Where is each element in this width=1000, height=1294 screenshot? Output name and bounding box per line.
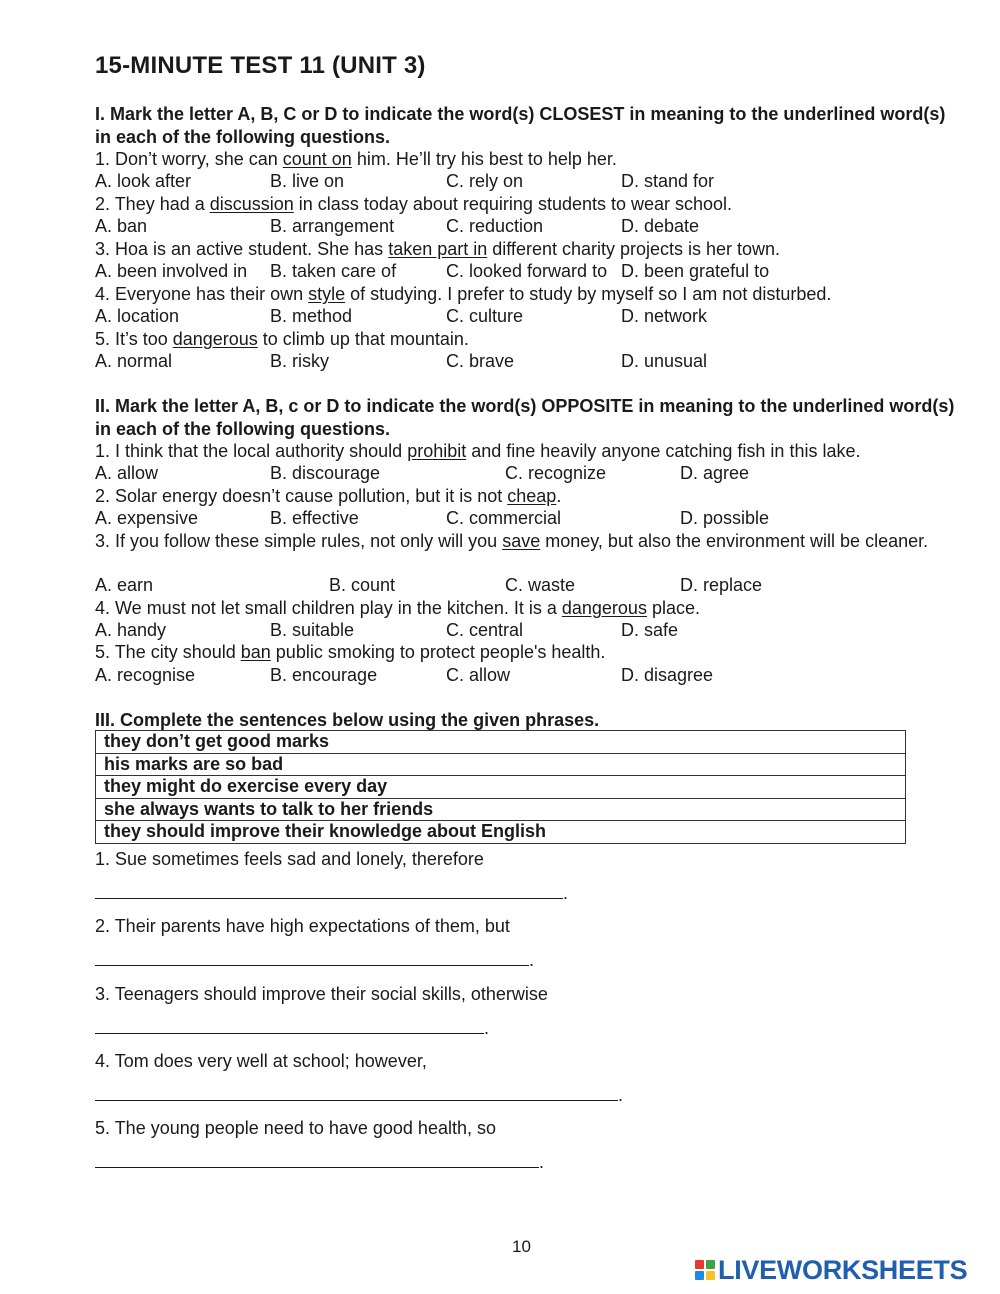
option-b[interactable]: B. method bbox=[270, 306, 353, 326]
s2-q5-stem: 5. The city should ban public smoking to protect people's health. bbox=[95, 642, 606, 662]
option-d[interactable]: D. safe bbox=[621, 620, 679, 640]
answer-blank[interactable] bbox=[95, 1149, 539, 1168]
phrase-item: his marks are so bad bbox=[96, 753, 906, 776]
option-d[interactable]: D. unusual bbox=[621, 351, 708, 371]
s2-q3-stem: 3. If you follow these simple rules, not only will you save money, but also the environment will be cleaner. bbox=[95, 531, 929, 551]
option-b[interactable]: B. arrangement bbox=[270, 216, 395, 236]
option-c[interactable]: C. commercial bbox=[446, 508, 562, 528]
option-c[interactable]: C. brave bbox=[446, 351, 515, 371]
option-b[interactable]: B. discourage bbox=[270, 463, 381, 483]
option-d[interactable]: D. possible bbox=[680, 508, 770, 528]
option-b[interactable]: B. encourage bbox=[270, 665, 378, 685]
s1-q5-stem: 5. It’s too dangerous to climb up that mountain. bbox=[95, 329, 469, 349]
underlined-word: cheap bbox=[507, 486, 557, 506]
s2-q4-stem: 4. We must not let small children play in the kitchen. It is a dangerous place. bbox=[95, 598, 700, 618]
s1-q2-options bbox=[95, 215, 955, 238]
option-c[interactable]: C. recognize bbox=[505, 463, 607, 483]
s3-sentence-1: 1. Sue sometimes feels sad and lonely, therefore bbox=[95, 849, 484, 869]
option-d[interactable]: D. disagree bbox=[621, 665, 714, 685]
s3-sentence-3: 3. Teenagers should improve their social skills, otherwise bbox=[95, 984, 548, 1004]
option-c[interactable]: C. looked forward to bbox=[446, 261, 608, 281]
underlined-word: discussion bbox=[209, 194, 294, 214]
option-d[interactable]: D. been grateful to bbox=[621, 261, 770, 281]
answer-blank[interactable] bbox=[95, 947, 529, 966]
underlined-word: style bbox=[308, 284, 346, 304]
option-d[interactable]: D. debate bbox=[621, 216, 700, 236]
option-a[interactable]: A. recognise bbox=[95, 665, 196, 685]
option-b[interactable]: B. effective bbox=[270, 508, 359, 528]
section-2-heading: II. Mark the letter A, B, c or D to indicate the word(s) OPPOSITE in meaning to the underlined word(s) in each of the following questions. bbox=[95, 396, 955, 439]
option-b[interactable]: B. count bbox=[329, 575, 396, 595]
phrase-item: they don’t get good marks bbox=[96, 731, 906, 754]
s3-answer-4[interactable]: . bbox=[95, 1082, 623, 1106]
option-a[interactable]: A. been involved in bbox=[95, 261, 248, 281]
option-d[interactable]: D. agree bbox=[680, 463, 750, 483]
s2-q1-stem: 1. I think that the local authority should prohibit and fine heavily anyone catching fish in this lake. bbox=[95, 441, 861, 461]
s1-q5-options bbox=[95, 350, 955, 373]
s2-q1-options bbox=[95, 462, 955, 485]
option-b[interactable]: B. taken care of bbox=[270, 261, 397, 281]
page-number: 10 bbox=[512, 1237, 531, 1256]
underlined-word: ban bbox=[240, 642, 271, 662]
logo-grid-icon bbox=[694, 1259, 716, 1281]
option-c[interactable]: C. allow bbox=[446, 665, 511, 685]
option-d[interactable]: D. replace bbox=[680, 575, 763, 595]
s3-sentence-5: 5. The young people need to have good health, so bbox=[95, 1118, 496, 1138]
page-title: 15-MINUTE TEST 11 (UNIT 3) bbox=[95, 52, 426, 79]
s1-q1-options bbox=[95, 170, 955, 193]
s2-q2-stem: 2. Solar energy doesn’t cause pollution, but it is not cheap. bbox=[95, 486, 562, 506]
s2-q3-options bbox=[95, 574, 955, 597]
option-c[interactable]: C. rely on bbox=[446, 171, 524, 191]
answer-blank[interactable] bbox=[95, 1082, 618, 1101]
s3-answer-3[interactable]: . bbox=[95, 1015, 489, 1039]
s2-q5-options bbox=[95, 664, 955, 687]
s3-answer-1[interactable]: . bbox=[95, 880, 568, 904]
underlined-word: count on bbox=[282, 149, 352, 169]
s2-q2-options bbox=[95, 507, 955, 530]
underlined-word: prohibit bbox=[407, 441, 467, 461]
phrase-item: they should improve their knowledge about English bbox=[96, 821, 906, 844]
option-a[interactable]: A. look after bbox=[95, 171, 192, 191]
option-c[interactable]: C. central bbox=[446, 620, 524, 640]
s3-sentence-4: 4. Tom does very well at school; however, bbox=[95, 1051, 427, 1071]
option-b[interactable]: B. live on bbox=[270, 171, 345, 191]
option-b[interactable]: B. suitable bbox=[270, 620, 355, 640]
section-3-heading: III. Complete the sentences below using the given phrases. bbox=[95, 710, 600, 730]
s1-q3-options bbox=[95, 260, 955, 283]
s1-q4-options bbox=[95, 305, 955, 328]
option-c[interactable]: C. culture bbox=[446, 306, 524, 326]
option-a[interactable]: A. handy bbox=[95, 620, 167, 640]
underlined-word: save bbox=[502, 531, 541, 551]
option-b[interactable]: B. risky bbox=[270, 351, 330, 371]
phrase-item: they might do exercise every day bbox=[96, 776, 906, 799]
liveworksheets-logo[interactable] bbox=[694, 1255, 967, 1285]
option-d[interactable]: D. stand for bbox=[621, 171, 715, 191]
phrase-box bbox=[95, 730, 906, 844]
option-a[interactable]: A. expensive bbox=[95, 508, 199, 528]
s3-answer-5[interactable]: . bbox=[95, 1149, 544, 1173]
underlined-word: dangerous bbox=[561, 598, 647, 618]
s3-answer-2[interactable]: . bbox=[95, 947, 534, 971]
s1-q2-stem: 2. They had a discussion in class today about requiring students to wear school. bbox=[95, 194, 733, 214]
s1-q1-stem: 1. Don’t worry, she can count on him. He’ll try his best to help her. bbox=[95, 149, 617, 169]
option-d[interactable]: D. network bbox=[621, 306, 708, 326]
option-a[interactable]: A. ban bbox=[95, 216, 148, 236]
option-a[interactable]: A. location bbox=[95, 306, 180, 326]
underlined-word: taken part in bbox=[388, 239, 488, 259]
s1-q4-stem: 4. Everyone has their own style of studying. I prefer to study by myself so I am not disturbed. bbox=[95, 284, 832, 304]
option-a[interactable]: A. normal bbox=[95, 351, 173, 371]
underlined-word: dangerous bbox=[172, 329, 258, 349]
answer-blank[interactable] bbox=[95, 880, 563, 899]
phrase-item: she always wants to talk to her friends bbox=[96, 798, 906, 821]
s3-sentence-2: 2. Their parents have high expectations of them, but bbox=[95, 916, 510, 936]
option-c[interactable]: C. reduction bbox=[446, 216, 544, 236]
option-a[interactable]: A. allow bbox=[95, 463, 159, 483]
option-c[interactable]: C. waste bbox=[505, 575, 576, 595]
logo-text: LIVEWORKSHEETS bbox=[718, 1254, 968, 1285]
answer-blank[interactable] bbox=[95, 1015, 484, 1034]
section-1-heading: I. Mark the letter A, B, C or D to indicate the word(s) CLOSEST in meaning to the underlined word(s) in each of the following questions. bbox=[95, 104, 946, 147]
option-a[interactable]: A. earn bbox=[95, 575, 154, 595]
s2-q4-options bbox=[95, 619, 955, 642]
s1-q3-stem: 3. Hoa is an active student. She has taken part in different charity projects is her town. bbox=[95, 239, 781, 259]
